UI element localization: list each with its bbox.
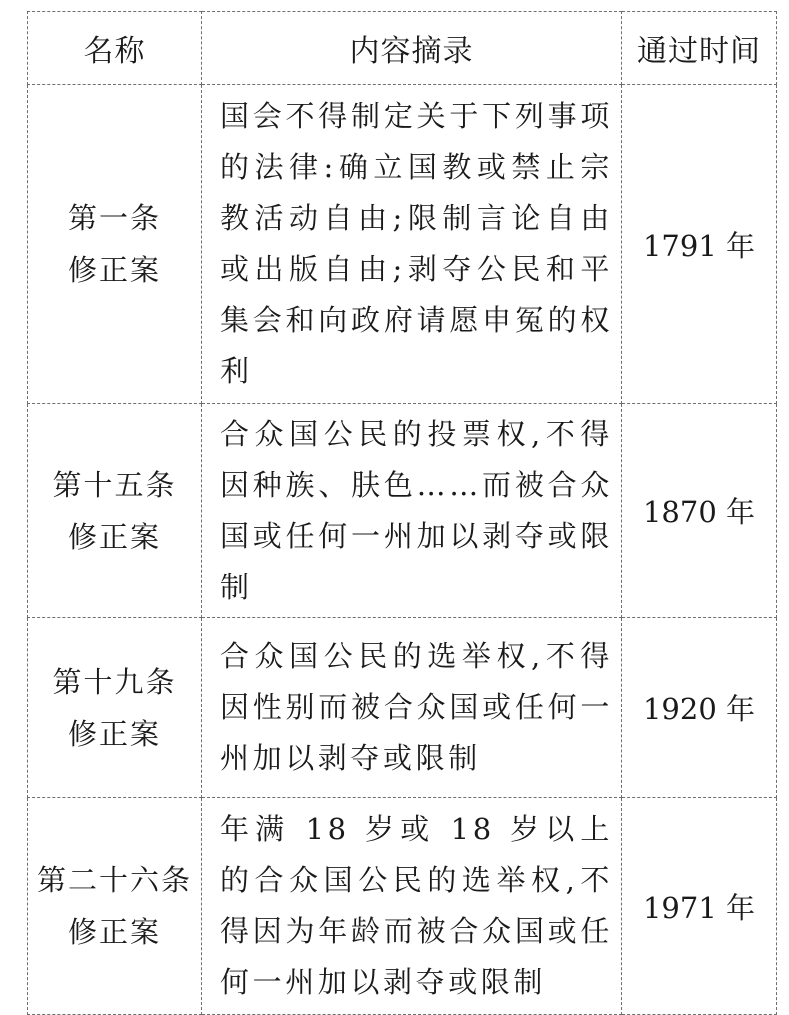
amendment-name: 第十五条 xyxy=(52,467,177,502)
amendment-name-cell xyxy=(28,404,202,618)
table-row xyxy=(28,404,777,618)
amendment-content: 合众国公民的投票权,不得因种族、肤色……而被合众国或任何一州加以剥夺或限制 xyxy=(202,404,622,618)
amendment-name: 第一条 xyxy=(67,201,161,235)
amendment-year: 1971 年 xyxy=(622,798,777,1015)
amendment-name-cell xyxy=(28,85,202,404)
amendment-name-suffix: 修正案 xyxy=(67,915,161,949)
amendments-table xyxy=(27,11,777,1015)
header-year: 通过时间 xyxy=(622,12,777,85)
table-row xyxy=(28,798,777,1015)
amendment-content: 年满 18 岁或 18 岁以上的合众国公民的选举权,不得因为年龄而被合众国或任何一州加以剥夺或限制 xyxy=(202,798,622,1015)
table-row xyxy=(28,85,777,404)
table-row xyxy=(28,618,777,798)
amendment-name-suffix: 修正案 xyxy=(67,253,161,287)
amendment-name-suffix: 修正案 xyxy=(67,519,161,554)
amendment-year: 1920 年 xyxy=(622,618,777,798)
amendment-name-cell xyxy=(28,798,202,1015)
amendment-name-cell xyxy=(28,618,202,798)
amendment-name: 第十九条 xyxy=(52,664,177,699)
table-header-row xyxy=(28,12,777,85)
amendment-name: 第二十六条 xyxy=(36,863,192,897)
header-content: 内容摘录 xyxy=(202,12,622,85)
amendment-content: 合众国公民的选举权,不得因性别而被合众国或任何一州加以剥夺或限制 xyxy=(202,618,622,798)
amendment-content: 国会不得制定关于下列事项的法律:确立国教或禁止宗教活动自由;限制言论自由或出版自由;剥夺公民和平集会和向政府请愿申冤的权利 xyxy=(202,85,622,404)
amendment-year: 1870 年 xyxy=(622,404,777,618)
header-name: 名称 xyxy=(28,12,202,85)
amendment-year: 1791 年 xyxy=(622,85,777,404)
amendment-name-suffix: 修正案 xyxy=(67,716,161,751)
